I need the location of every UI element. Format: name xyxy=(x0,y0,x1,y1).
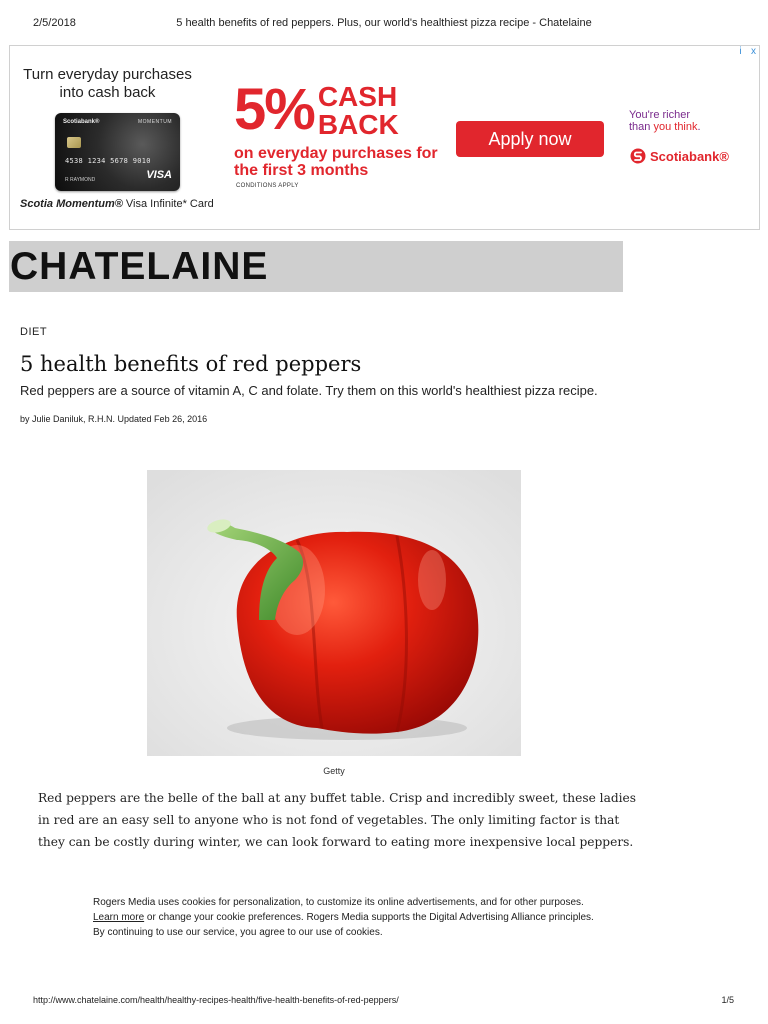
article-headline: 5 health benefits of red peppers xyxy=(20,352,362,376)
cookie-line-1: Rogers Media uses cookies for personalization, to customize its online advertisements, and for other purposes. xyxy=(93,897,584,908)
tagline-you-think: you think xyxy=(653,121,698,133)
chatelaine-logo[interactable]: CHATELAINE xyxy=(10,245,269,288)
offer-subtext: on everyday purchases for the first 3 months xyxy=(234,145,438,179)
ad-info-icon[interactable]: i xyxy=(739,46,742,57)
card-number: 4538 1234 5678 9010 xyxy=(65,157,151,165)
ad-close-icon[interactable]: x xyxy=(751,46,756,57)
ad-banner[interactable] xyxy=(9,45,760,230)
cookie-line-2 xyxy=(93,910,673,925)
card-holder: R RAYMOND xyxy=(65,177,96,183)
card-tier: MOMENTUM xyxy=(138,119,172,125)
ad-choices[interactable] xyxy=(735,46,759,60)
offer-words xyxy=(318,83,399,139)
article-category[interactable]: DIET xyxy=(20,326,48,338)
offer-word-back: BACK xyxy=(317,109,399,140)
masthead xyxy=(9,241,623,292)
cookie-notice xyxy=(93,895,673,940)
scotiabank-mark-icon xyxy=(630,148,646,164)
tagline-period: . xyxy=(697,121,701,133)
scotiabank-logo[interactable] xyxy=(630,148,729,164)
red-pepper-photo xyxy=(147,470,521,756)
cookie-line-3: By continuing to use our service, you agree to our use of cookies. xyxy=(93,927,383,938)
offer-percent: 5% xyxy=(234,77,314,142)
cookie-line-2-text: or change your cookie preferences. Rogers Media supports the Digital Advertising Alliance principles. xyxy=(144,912,594,923)
article-byline: by Julie Daniluk, R.H.N. Updated Feb 26, 2016 xyxy=(20,414,208,424)
red-pepper-image xyxy=(147,470,521,756)
learn-more-link[interactable]: Learn more xyxy=(93,912,145,923)
cash-back-offer xyxy=(234,77,434,142)
tagline-than: than xyxy=(629,121,654,133)
offer-conditions: CONDITIONS APPLY xyxy=(236,183,299,189)
card-bank-name: Scotiabank® xyxy=(63,119,100,125)
card-chip-icon xyxy=(67,137,81,148)
ad-headline: Turn everyday purchases into cash back xyxy=(23,66,192,101)
offer-word-cash: CASH xyxy=(317,81,398,112)
card-caption-brand: Scotia Momentum® xyxy=(20,198,123,210)
card-caption xyxy=(20,198,230,210)
card-caption-rest: Visa Infinite* Card xyxy=(122,198,214,210)
ad-tagline xyxy=(629,109,701,133)
print-date: 2/5/2018 xyxy=(33,17,76,29)
tagline-line-1: You're richer xyxy=(629,109,691,121)
print-page-number: 1/5 xyxy=(721,995,734,1005)
scotiabank-wordmark: Scotiabank® xyxy=(650,148,729,164)
credit-card-image xyxy=(55,113,180,191)
apply-now-button[interactable]: Apply now xyxy=(456,121,604,157)
print-url: http://www.chatelaine.com/health/healthy-recipes-health/five-health-benefits-of-red-peppers/ xyxy=(33,995,399,1005)
article-body: Red peppers are the belle of the ball at any buffet table. Crisp and incredibly sweet, these ladies in red are an easy sell to anyone who is not fond of vegetables. The only limiting factor is that they can be costly during winter, we can look forward to eating more inexpensive local peppers. xyxy=(38,791,637,849)
image-credit: Getty xyxy=(323,766,345,776)
article-dek: Red peppers are a source of vitamin A, C and folate. Try them on this world's healthiest pizza recipe. xyxy=(20,383,598,398)
print-page-title: 5 health benefits of red peppers. Plus, our world's healthiest pizza recipe - Chatelaine xyxy=(176,17,592,29)
card-network-logo: VISA xyxy=(146,169,172,181)
